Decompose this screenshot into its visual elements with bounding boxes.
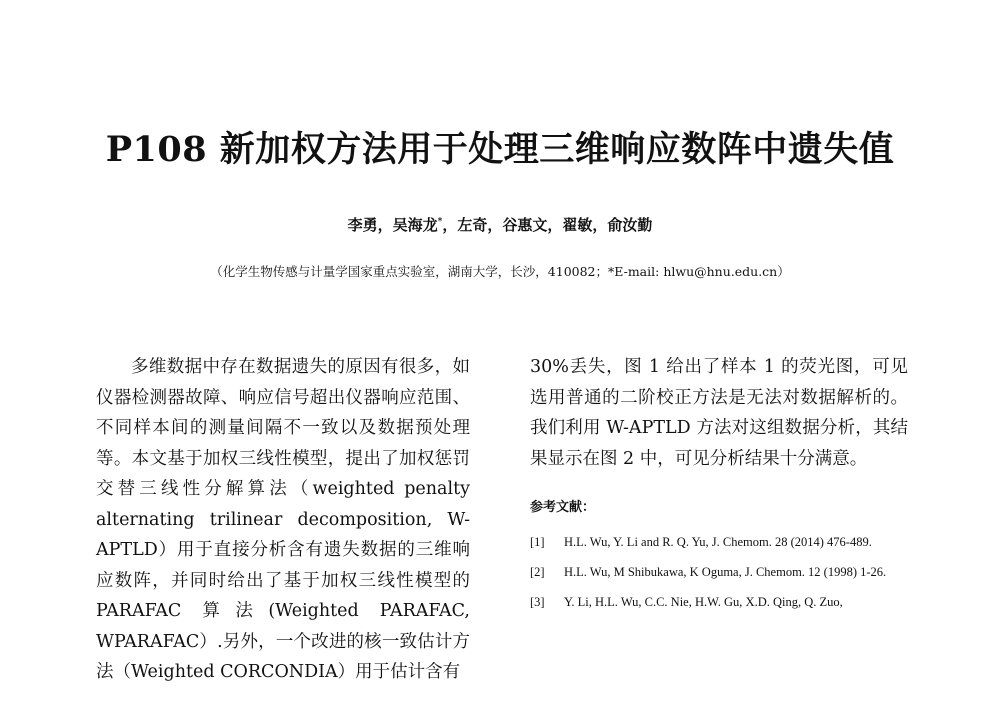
results-paragraph: 30%丢失，图 1 给出了样本 1 的荧光图，可见选用普通的二阶校正方法是无法对数据解析的。我们利用 W-APTLD 方法对这组数据分析，其结果显示在图 2 中，可见分析结果十分满意。 xyxy=(530,357,908,469)
paper-title: P108 新加权方法用于处理三维响应数阵中遗失值 xyxy=(105,129,895,170)
corresponding-author-mark: * xyxy=(437,217,443,227)
reference-number: [3] xyxy=(530,595,545,609)
abstract-paragraph: 多维数据中存在数据遗失的原因有很多，如仪器检测器故障、响应信号超出仪器响应范围、不同样本间的测量间隔不一致以及数据预处理等。本文基于加权三线性模型，提出了加权惩罚交替三线性分解算法（weighted penalty alternating trilinear decomposition, W-APTLD）用于直接分析含有遗失数据的三维响应数阵，并同时给出了基于加权三线性模型的 PARAFAC 算法(Weighted PARAFAC, WPARAFAC）.另外，一个改进的核一致估计方法（Weighted CORCONDIA）用于估计含有 xyxy=(96,357,470,682)
author-list xyxy=(0,214,1000,235)
reference-text: Y. Li, H.L. Wu, C.C. Nie, H.W. Gu, X.D. Qing, Q. Zuo, xyxy=(564,595,843,609)
authors-first: 李勇，吴海龙 xyxy=(347,216,438,234)
authors-rest: ，左奇，谷惠文，翟敏，俞汝勤 xyxy=(442,216,653,234)
reference-number: [2] xyxy=(530,565,545,579)
right-column xyxy=(530,352,908,617)
left-column xyxy=(96,352,470,688)
reference-text: H.L. Wu, Y. Li and R. Q. Yu, J. Chemom. 28 (2014) 476-489. xyxy=(564,535,872,549)
reference-text: H.L. Wu, M Shibukawa, K Oguma, J. Chemom. 12 (1998) 1-26. xyxy=(564,565,887,579)
reference-item xyxy=(530,527,908,557)
reference-item xyxy=(530,587,908,617)
reference-list xyxy=(530,527,908,617)
affiliation: （化学生物传感与计量学国家重点实验室，湖南大学，长沙，410082；*E-mail: hlwu@hnu.edu.cn） xyxy=(210,264,790,279)
reference-number: [1] xyxy=(530,535,545,549)
reference-item xyxy=(530,557,908,587)
references-heading: 参考文献： xyxy=(530,500,596,515)
